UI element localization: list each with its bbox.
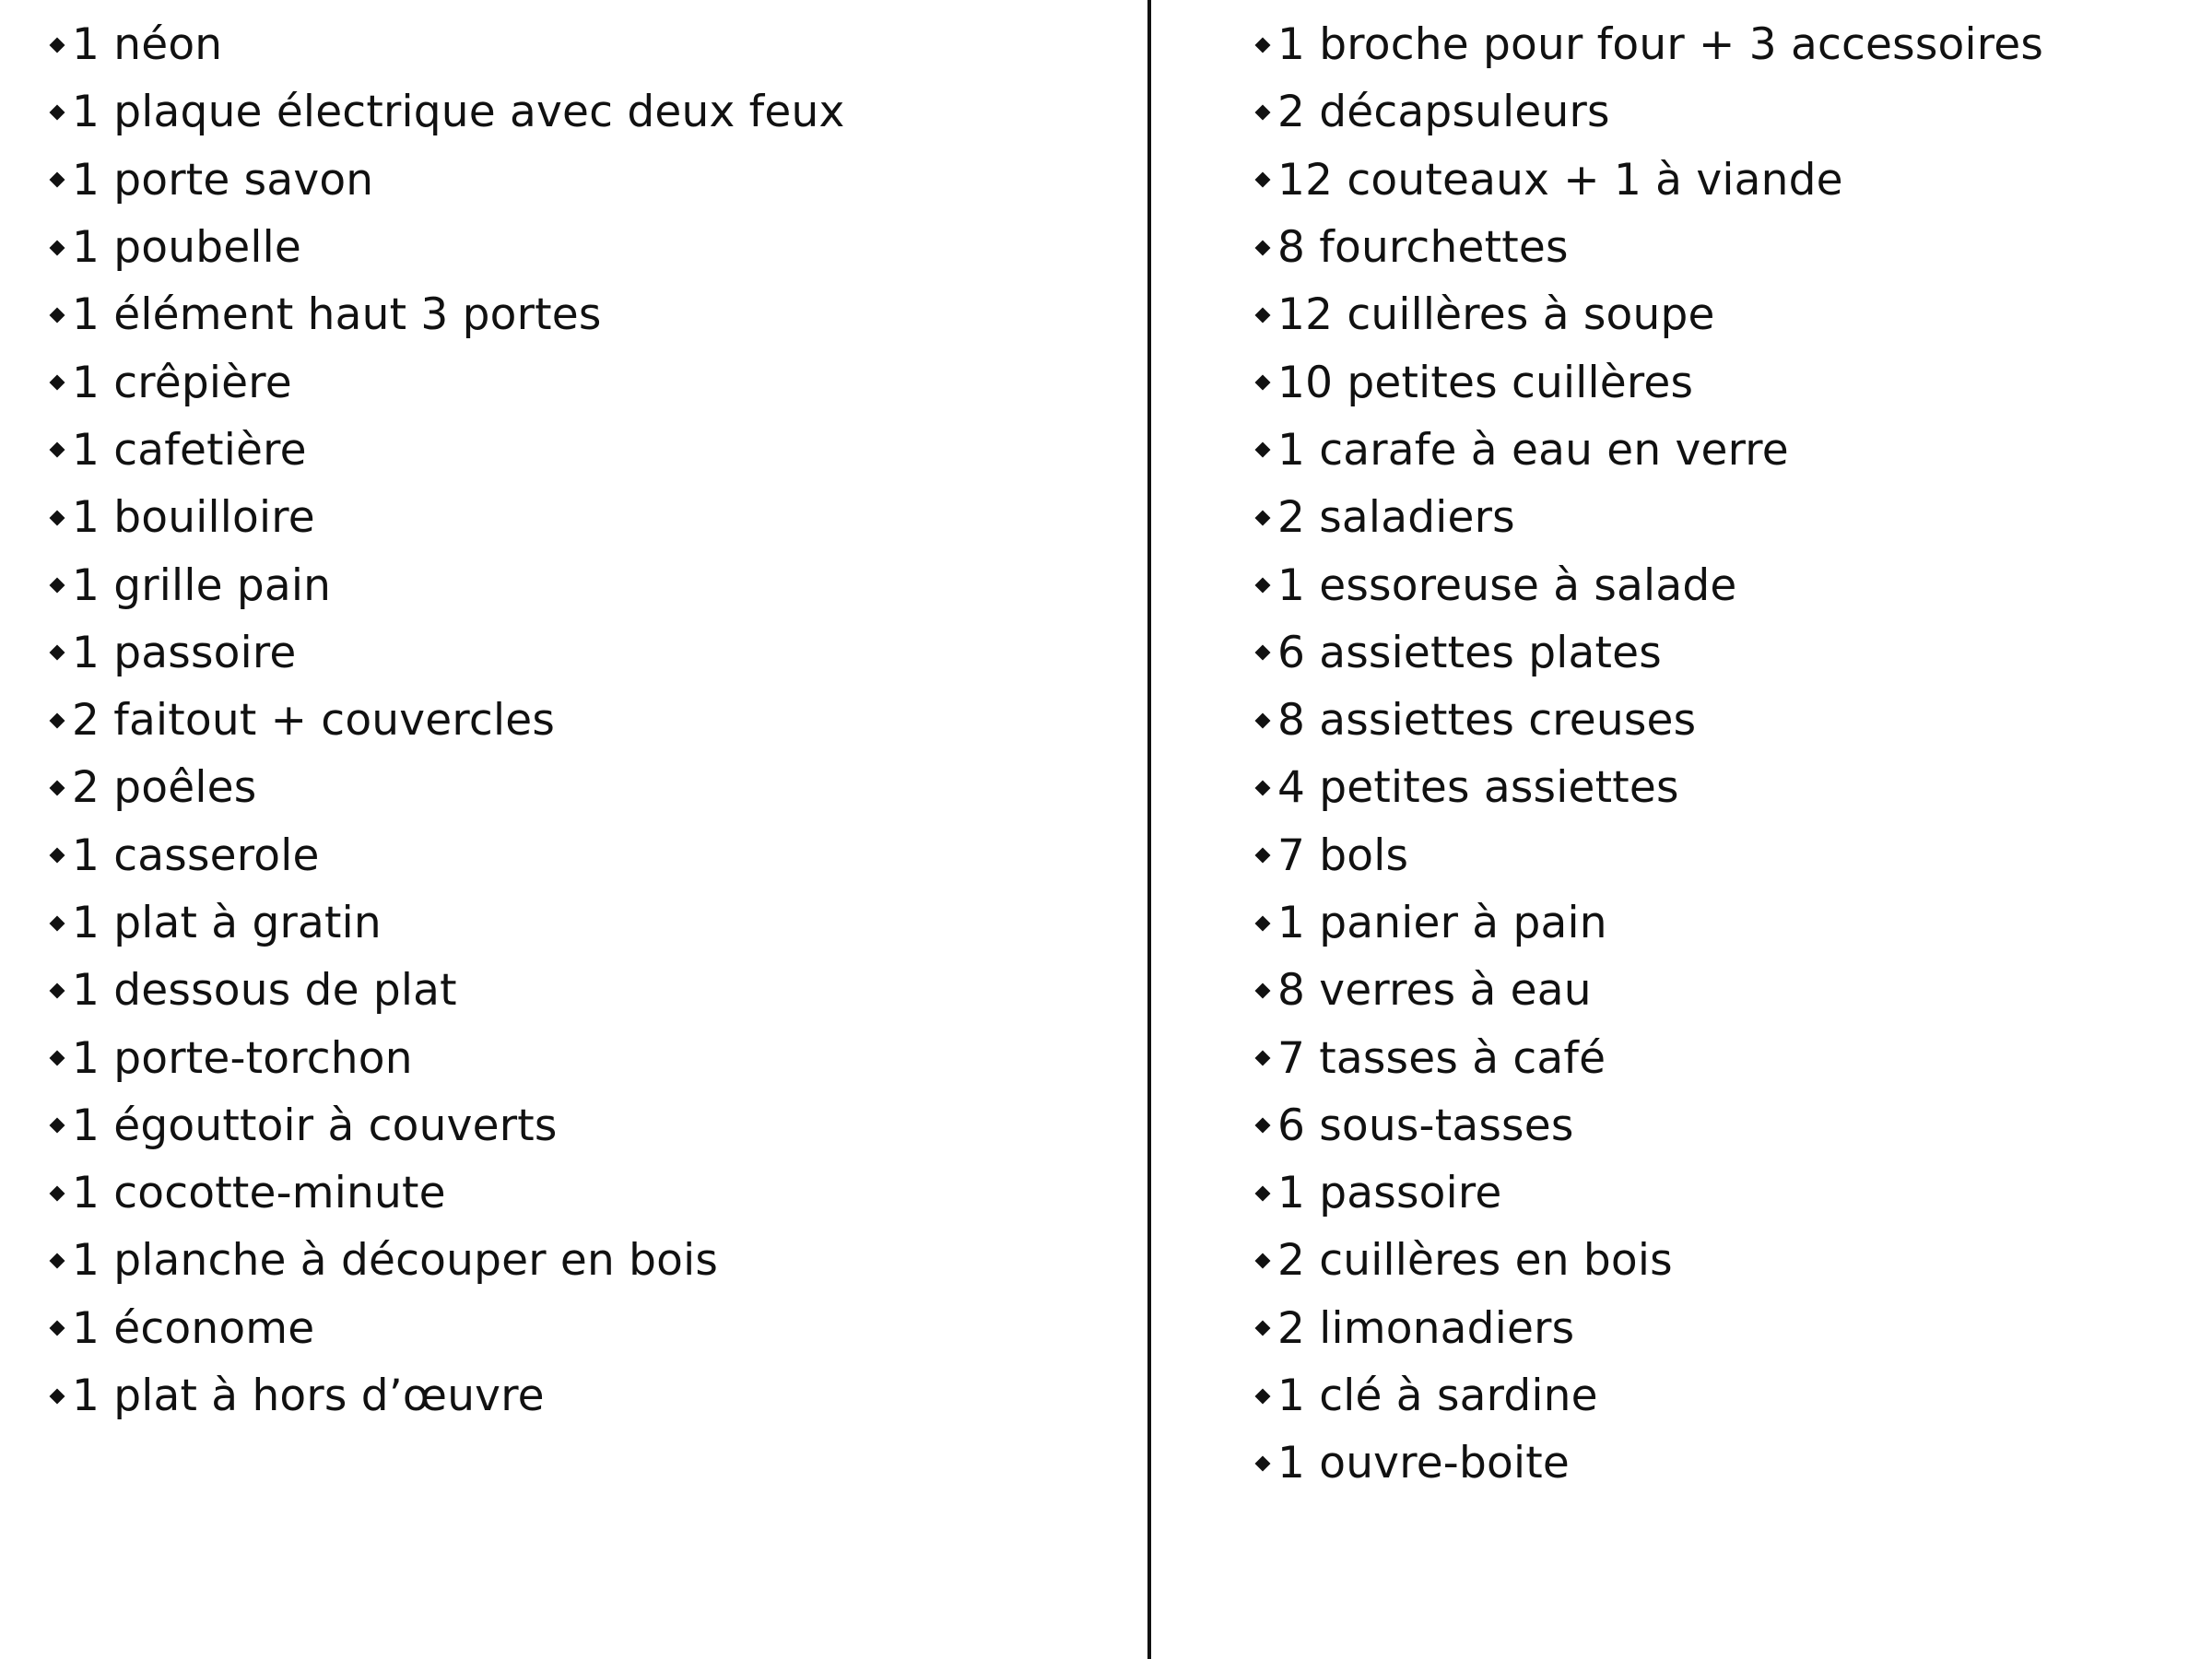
diamond-bullet-icon <box>1255 375 1271 391</box>
list-item-text: 1 planche à découper en bois <box>72 1235 719 1287</box>
list-item-text: 2 limonadiers <box>1277 1302 1575 1354</box>
list-item <box>1253 281 2175 348</box>
list-item-text: 1 élément haut 3 portes <box>72 289 602 341</box>
list-item-text: 1 ouvre-boite <box>1277 1438 1570 1489</box>
list-item <box>1253 1092 2175 1159</box>
diamond-bullet-icon <box>1255 307 1271 323</box>
diamond-bullet-icon <box>50 1051 65 1066</box>
diamond-bullet-icon <box>50 1388 65 1404</box>
list-item <box>1253 1159 2175 1227</box>
diamond-bullet-icon <box>1255 172 1271 188</box>
list-item-text: 1 panier à pain <box>1277 898 1607 948</box>
list-item-text: 10 petites cuillères <box>1277 357 1694 408</box>
diamond-bullet-icon <box>1255 37 1271 53</box>
diamond-bullet-icon <box>1255 1253 1271 1268</box>
list-item <box>1253 822 2175 889</box>
list-item <box>48 889 1108 957</box>
diamond-bullet-icon <box>1255 780 1271 795</box>
list-item-text: 1 plat à gratin <box>72 898 382 948</box>
diamond-bullet-icon <box>1255 645 1271 661</box>
list-item <box>48 1295 1108 1362</box>
list-item <box>1253 687 2175 754</box>
diamond-bullet-icon <box>50 848 65 864</box>
list-item-text: 1 passoire <box>1277 1168 1502 1219</box>
list-item-text: 1 économe <box>72 1302 315 1354</box>
list-item <box>1253 1362 2175 1430</box>
diamond-bullet-icon <box>1255 1118 1271 1134</box>
diamond-bullet-icon <box>50 1185 65 1201</box>
diamond-bullet-icon <box>1255 442 1271 458</box>
list-item <box>1253 754 2175 821</box>
column-divider <box>1147 0 1151 1659</box>
diamond-bullet-icon <box>1255 1388 1271 1404</box>
list-item-text: 1 dessous de plat <box>72 965 457 1017</box>
list-item <box>48 822 1108 889</box>
left-item-list <box>48 11 1108 1430</box>
list-item-text: 6 sous-tasses <box>1277 1100 1574 1151</box>
list-item <box>48 11 1108 78</box>
diamond-bullet-icon <box>50 240 65 255</box>
list-item-text: 1 cafetière <box>72 424 307 476</box>
list-item <box>1253 1430 2175 1497</box>
list-item <box>1253 348 2175 416</box>
list-item-text: 2 cuillères en bois <box>1277 1235 1673 1287</box>
list-item-text: 1 égouttoir à couverts <box>72 1100 558 1151</box>
list-item-text: 1 casserole <box>72 830 320 881</box>
diamond-bullet-icon <box>1255 848 1271 864</box>
diamond-bullet-icon <box>50 578 65 594</box>
list-item <box>1253 551 2175 618</box>
list-item-text: 1 essoreuse à salade <box>1277 559 1737 611</box>
list-item-text: 7 tasses à café <box>1277 1032 1606 1084</box>
right-item-list <box>1253 11 2175 1498</box>
list-item-text: 2 poêles <box>72 762 257 814</box>
diamond-bullet-icon <box>1255 982 1271 998</box>
diamond-bullet-icon <box>1255 915 1271 931</box>
list-item-text: 1 porte-torchon <box>72 1032 413 1084</box>
diamond-bullet-icon <box>50 780 65 795</box>
list-item <box>1253 1024 2175 1091</box>
list-item-text: 2 décapsuleurs <box>1277 87 1610 138</box>
diamond-bullet-icon <box>1255 1051 1271 1066</box>
list-item <box>48 551 1108 618</box>
diamond-bullet-icon <box>50 645 65 661</box>
list-item <box>1253 1227 2175 1294</box>
list-item-text: 1 porte savon <box>72 154 374 206</box>
list-item <box>48 1092 1108 1159</box>
list-item <box>1253 147 2175 214</box>
list-item <box>1253 1295 2175 1362</box>
list-item-text: 1 clé à sardine <box>1277 1371 1598 1422</box>
diamond-bullet-icon <box>50 37 65 53</box>
list-item-text: 1 grille pain <box>72 559 332 611</box>
list-item <box>48 687 1108 754</box>
list-item-text: 1 plat à hors d’œuvre <box>72 1371 545 1422</box>
list-item-text: 6 assiettes plates <box>1277 627 1662 678</box>
list-item-text: 12 couteaux + 1 à viande <box>1277 154 1843 206</box>
list-item <box>48 348 1108 416</box>
list-item <box>48 1227 1108 1294</box>
list-item-text: 1 carafe à eau en verre <box>1277 424 1789 476</box>
list-item <box>1253 11 2175 78</box>
diamond-bullet-icon <box>50 1253 65 1268</box>
list-item <box>48 619 1108 687</box>
list-item-text: 1 poubelle <box>72 222 302 274</box>
list-item-text: 8 assiettes creuses <box>1277 695 1697 747</box>
list-item-text: 2 faitout + couvercles <box>72 695 556 747</box>
list-item <box>48 484 1108 551</box>
diamond-bullet-icon <box>50 442 65 458</box>
list-item-text: 1 bouilloire <box>72 492 315 544</box>
diamond-bullet-icon <box>50 712 65 728</box>
list-item <box>1253 484 2175 551</box>
list-item-text: 1 broche pour four + 3 accessoires <box>1277 19 2044 71</box>
list-item <box>1253 957 2175 1024</box>
list-item <box>48 147 1108 214</box>
diamond-bullet-icon <box>50 1321 65 1336</box>
list-item-text: 1 crêpière <box>72 357 292 408</box>
list-item-text: 2 saladiers <box>1277 492 1515 544</box>
diamond-bullet-icon <box>50 375 65 391</box>
list-item <box>1253 78 2175 146</box>
list-item <box>48 1159 1108 1227</box>
diamond-bullet-icon <box>50 510 65 525</box>
list-item-text: 4 petites assiettes <box>1277 762 1679 814</box>
list-item <box>48 417 1108 484</box>
list-item <box>48 957 1108 1024</box>
list-item-text: 12 cuillères à soupe <box>1277 289 1715 341</box>
list-item-text: 1 passoire <box>72 627 297 678</box>
list-item <box>48 214 1108 281</box>
diamond-bullet-icon <box>1255 578 1271 594</box>
diamond-bullet-icon <box>1255 712 1271 728</box>
list-item <box>1253 619 2175 687</box>
diamond-bullet-icon <box>50 982 65 998</box>
list-item-text: 7 bols <box>1277 830 1409 881</box>
diamond-bullet-icon <box>1255 1185 1271 1201</box>
diamond-bullet-icon <box>1255 104 1271 120</box>
diamond-bullet-icon <box>50 915 65 931</box>
list-item <box>1253 889 2175 957</box>
diamond-bullet-icon <box>50 307 65 323</box>
list-item <box>48 1024 1108 1091</box>
list-item <box>48 1362 1108 1430</box>
diamond-bullet-icon <box>1255 240 1271 255</box>
list-item-text: 8 fourchettes <box>1277 222 1569 274</box>
diamond-bullet-icon <box>50 1118 65 1134</box>
diamond-bullet-icon <box>50 104 65 120</box>
list-item-text: 8 verres à eau <box>1277 965 1592 1017</box>
list-item <box>1253 417 2175 484</box>
diamond-bullet-icon <box>50 172 65 188</box>
list-item <box>48 78 1108 146</box>
list-item-text: 1 cocotte-minute <box>72 1168 446 1219</box>
list-item <box>1253 214 2175 281</box>
list-item <box>48 754 1108 821</box>
list-item-text: 1 plaque électrique avec deux feux <box>72 87 845 138</box>
list-item <box>48 281 1108 348</box>
diamond-bullet-icon <box>1255 510 1271 525</box>
list-item-text: 1 néon <box>72 19 223 71</box>
diamond-bullet-icon <box>1255 1455 1271 1471</box>
diamond-bullet-icon <box>1255 1321 1271 1336</box>
